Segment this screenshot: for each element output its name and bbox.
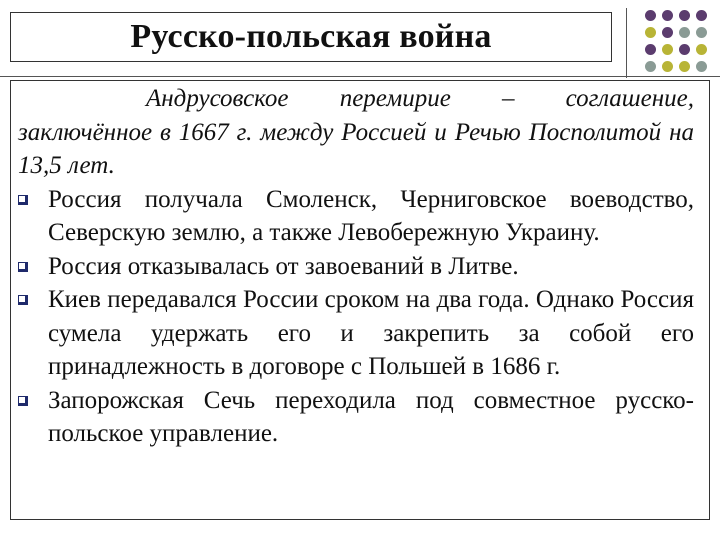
dot-icon — [645, 44, 656, 55]
list-item-text: Запорожская Сечь переходила под совместное русско-польское управление. — [48, 386, 694, 447]
list-item-text: Россия получала Смоленск, Черниговское воеводство, Северскую землю, а также Левобережную Украину. — [48, 185, 694, 246]
dot-icon — [662, 27, 673, 38]
dot-icon — [662, 44, 673, 55]
dot-icon — [645, 10, 656, 21]
intro-paragraph: Андрусовское перемирие – соглашение, заключённое в 1667 г. между Россией и Речью Посполитой на 13,5 лет. — [18, 85, 694, 179]
dot-icon — [662, 61, 673, 72]
list-item-text: Россия отказывалась от завоеваний в Литве. — [48, 252, 519, 280]
dot-icon — [645, 61, 656, 72]
list-item — [18, 183, 694, 250]
square-bullet-icon — [18, 396, 31, 409]
dot-icon — [679, 44, 690, 55]
dot-icon — [662, 10, 673, 21]
dot-icon — [696, 10, 707, 21]
dot-icon — [696, 44, 707, 55]
bullet-list — [18, 183, 694, 451]
list-item — [18, 384, 694, 451]
square-bullet-icon — [18, 262, 31, 275]
divider-horizontal — [0, 76, 720, 77]
divider-vertical — [626, 8, 627, 78]
list-item-text: Киев передавался России сроком на два года. Однако Россия сумела удержать его и закрепить за собой его принадлежность в договоре с Польшей в 1686 г. — [48, 286, 694, 380]
dot-icon — [679, 61, 690, 72]
title-box — [10, 12, 612, 62]
square-bullet-icon — [18, 195, 31, 208]
square-bullet-icon — [18, 295, 31, 308]
list-item — [18, 250, 694, 284]
dot-icon — [679, 10, 690, 21]
slide-title: Русско-польская война — [130, 18, 492, 55]
dot-icon — [696, 27, 707, 38]
content — [18, 82, 694, 451]
decorative-dots — [645, 10, 715, 80]
dot-icon — [645, 27, 656, 38]
dot-icon — [679, 27, 690, 38]
dot-icon — [696, 61, 707, 72]
list-item — [18, 283, 694, 384]
